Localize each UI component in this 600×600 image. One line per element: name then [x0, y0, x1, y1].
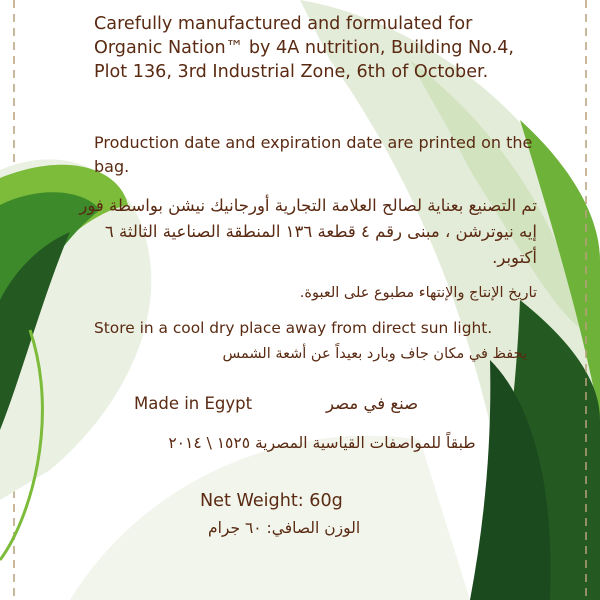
pale-sweep-bottom — [70, 436, 470, 600]
made-in-egypt-ar: صنع في مصر — [326, 394, 419, 413]
made-in-egypt-en: Made in Egypt — [134, 394, 253, 413]
storage-instructions-en: Store in a cool dry place away from direct sun light. — [94, 319, 493, 337]
manufacturer-text-en: Carefully manufactured and formulated for Organic Nation™ by 4A nutrition, Building No.4, Plot 136, 3rd Industrial Zone, 6th of October. — [94, 14, 515, 82]
manufacturer-text-ar: تم التصنيع بعناية لصالح العلامة التجارية أورجانيك نيشن بواسطة فور إيه نيوترشن ، مبنى رقم ٤ قطعة ١٣٦ المنطقة الصناعية الثالثة ٦ أكتوبر. — [79, 196, 537, 267]
production-date-text-en: Production date and expiration date are printed on the bag. — [94, 133, 533, 176]
production-date-text-ar: تاريخ الإنتاج والإنتهاء مطبوع على العبوة. — [299, 285, 537, 301]
egyptian-standard-ar: طبقاً للمواصفات القياسية المصرية ١٥٢٥ \ ٢٠١٤ — [168, 434, 476, 452]
storage-instructions-ar: يحفظ في مكان جاف وبارد بعيداً عن أشعة الشمس — [222, 346, 527, 362]
net-weight-ar: الوزن الصافي: ٦٠ جرام — [208, 519, 361, 537]
net-weight-en: Net Weight: 60g — [200, 491, 343, 511]
